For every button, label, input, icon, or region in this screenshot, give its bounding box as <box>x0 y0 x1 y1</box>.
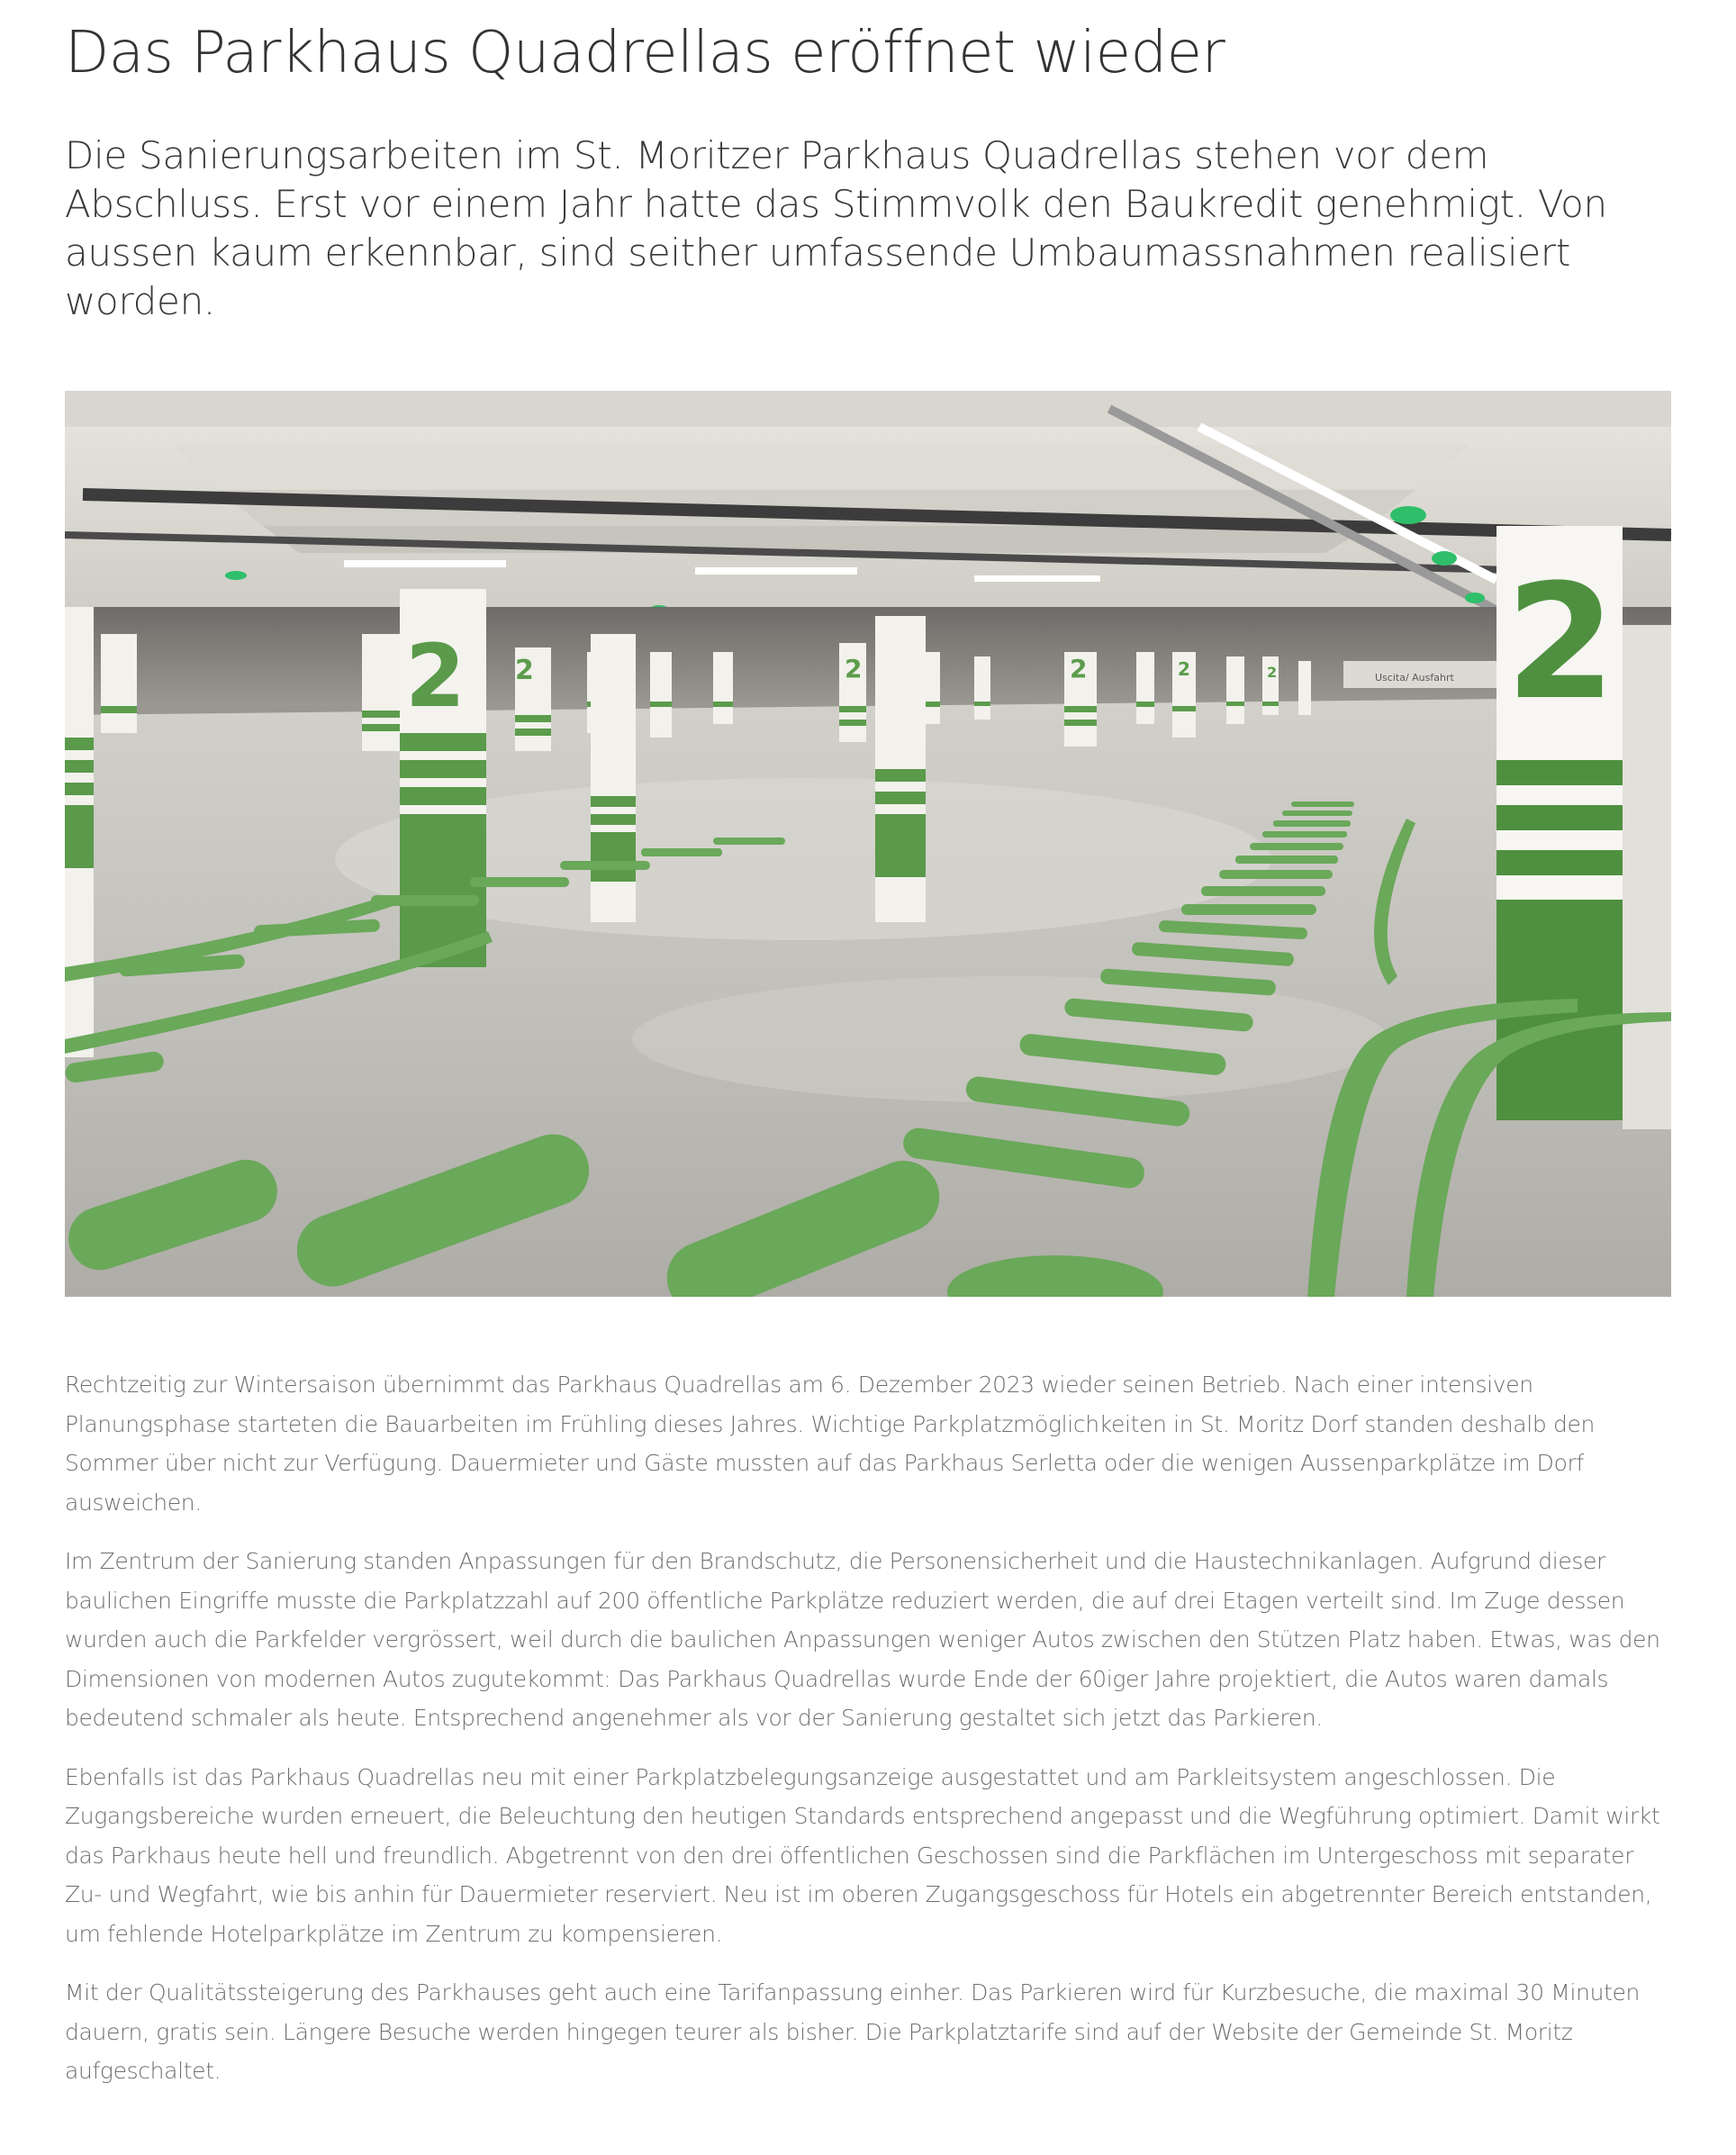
pillar-level-number: 2 <box>1178 658 1190 680</box>
exit-sign: Uscita/ Ausfahrt <box>1375 672 1454 684</box>
pillar-level-number: 2 <box>1505 550 1616 735</box>
pillar-level-number: 2 <box>1267 664 1278 681</box>
article-lead: Die Sanierungsarbeiten im St. Moritzer Parkhaus Quadrellas stehen vor dem Abschluss. Erst vor einem Jahr hatte das Stimmvolk den Baukredit genehmigt. Von aussen kaum erkennbar, sind seither umfassende Umbaumassnahmen realisiert worden. <box>65 133 1607 323</box>
article-paragraph: Im Zentrum der Sanierung standen Anpassungen für den Brandschutz, die Personensicherheit und die Haustechnikanlagen. Aufgrund dieser baulichen Eingriffe musste die Parkplatzzahl auf 200 öffentliche Parkplätze reduziert werden, die auf drei Etagen verteilt sind. Im Zuge dessen wurden auch die Parkfelder vergrössert, weil durch die baulichen Anpassungen weniger Autos zwischen den Stützen Platz haben. Etwas, was den Dimensionen von modernen Autos zugutekommt: Das Parkhaus Quadrellas wurde Ende der 60iger Jahre projektiert, die Autos waren damals bedeutend schmaler als heute. Entsprechend angenehmer als vor der Sanierung gestaltet sich jetzt das Parkieren. <box>65 1548 1660 1731</box>
article-paragraph: Mit der Qualitätssteigerung des Parkhauses geht auch eine Tarifanpassung einher. Das Parkieren wird für Kurzbesuche, die maximal 30 Minuten dauern, gratis sein. Längere Besuche werden hingegen teurer als bisher. Die Parkplatztarife sind auf der Website der Gemeinde St. Moritz aufgeschaltet. <box>65 1979 1641 2084</box>
pillar-level-number: 2 <box>405 626 466 727</box>
pillar-level-number: 2 <box>515 655 534 686</box>
article-paragraph: Rechtzeitig zur Wintersaison übernimmt das Parkhaus Quadrellas am 6. Dezember 2023 wieder seinen Betrieb. Nach einer intensiven Planungsphase starteten die Bauarbeiten im Frühling dieses Jahres. Wichtige Parkplatzmöglichkeiten in St. Moritz Dorf standen deshalb den Sommer über nicht zur Verfügung. Dauermieter und Gäste mussten auf das Parkhaus Serletta oder die wenigen Aussenparkplätze im Dorf ausweichen. <box>65 1372 1596 1516</box>
article-photo <box>65 391 1671 1297</box>
article-title: Das Parkhaus Quadrellas eröffnet wieder <box>65 20 1225 86</box>
parking-garage-illustration <box>65 391 1671 1297</box>
article <box>65 0 1671 2084</box>
article-paragraph: Ebenfalls ist das Parkhaus Quadrellas neu mit einer Parkplatzbelegungsanzeige ausgestattet und am Parkleitsystem angeschlossen. Die Zugangsbereiche wurden erneuert, die Beleuchtung den heutigen Standards entsprechend angepasst und die Wegführung optimiert. Damit wirkt das Parkhaus heute hell und freundlich. Abgetrennt von den drei öffentlichen Geschossen sind die Parkflächen im Untergeschoss mit separater Zu- und Wegfahrt, wie bis anhin für Dauermieter reserviert. Neu ist im oberen Zugangsgeschoss für Hotels ein abgetrennter Bereich entstanden, um fehlende Hotelparkplätze im Zentrum zu kompensieren. <box>65 1763 1660 1947</box>
pillar-level-number: 2 <box>845 654 863 684</box>
pillar-level-number: 2 <box>1070 654 1088 684</box>
article-body <box>65 1365 1677 2111</box>
